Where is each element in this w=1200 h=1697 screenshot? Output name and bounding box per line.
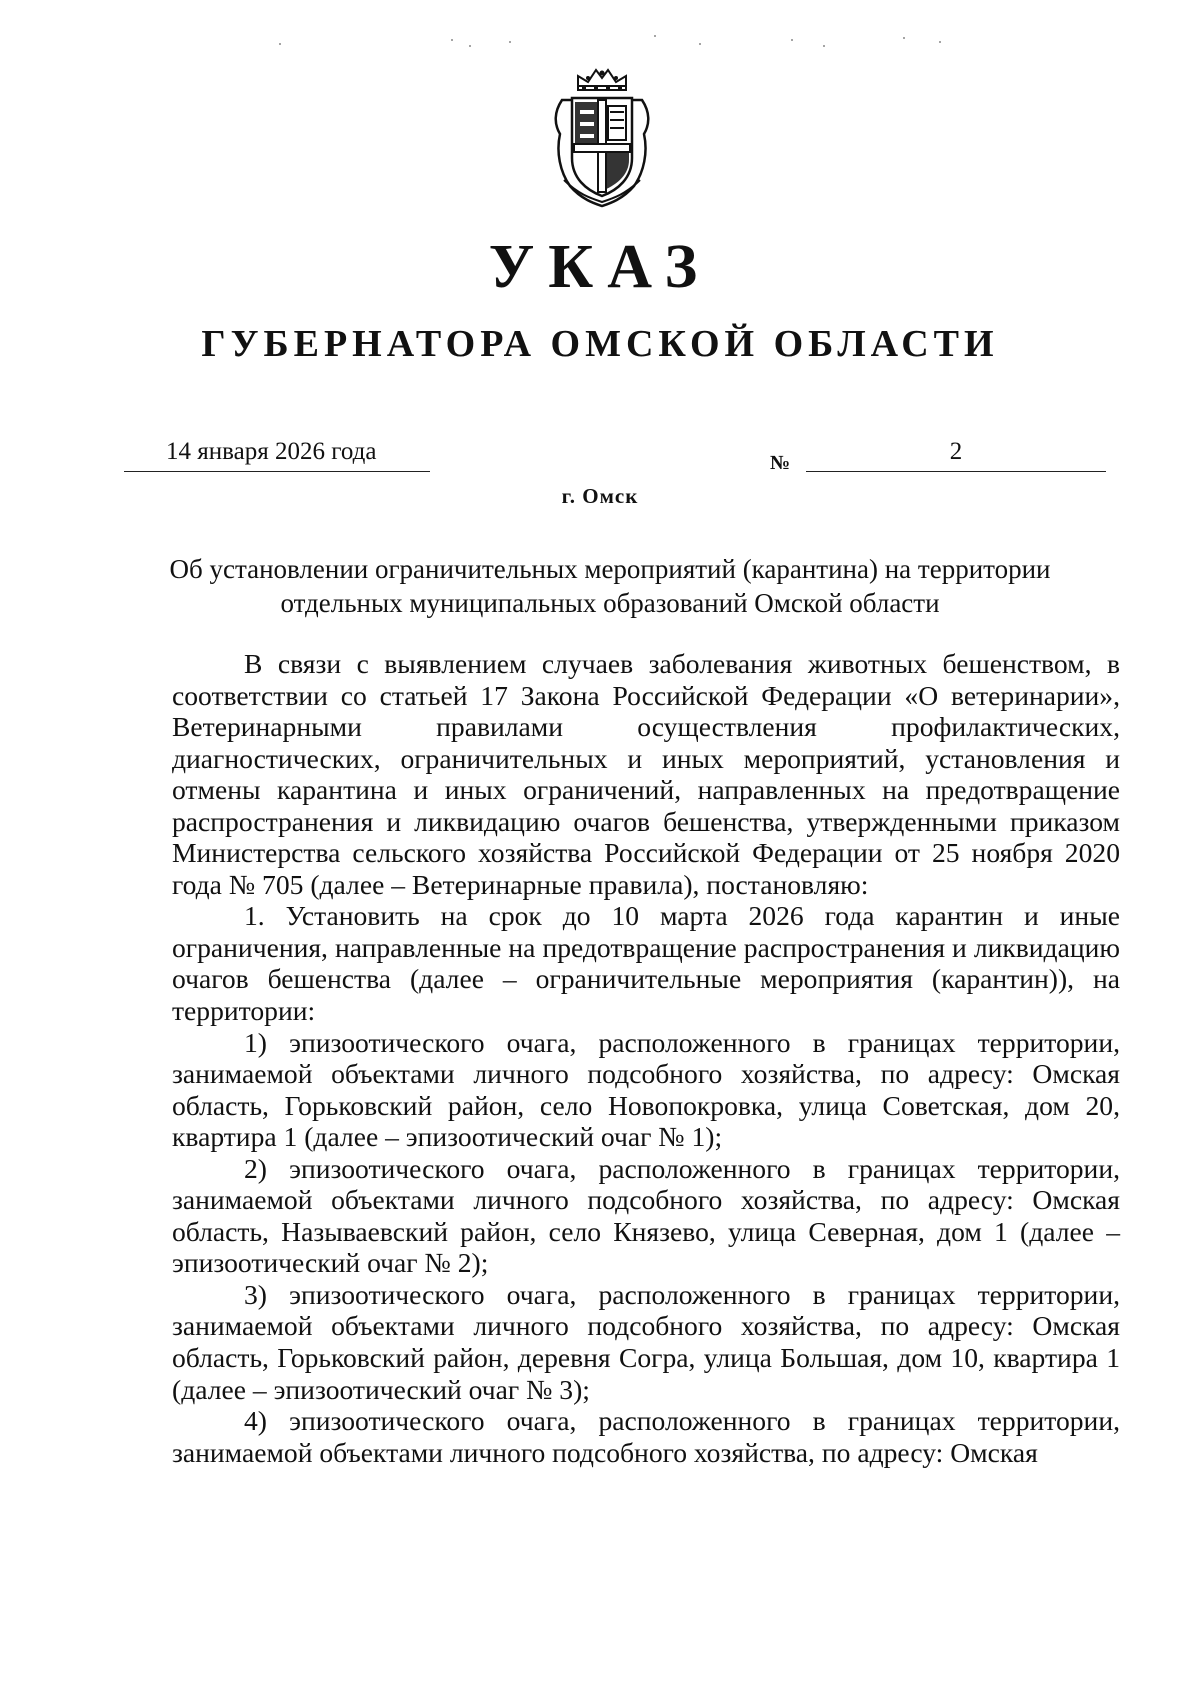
- subitem-2-paragraph: 2) эпизоотического очага, расположенного в границах территории, занимаемой объектами личного подсобного хозяйства, по адресу: Омская область, Называевский район, село Князево, улица Северная, дом 1 (далее – эпизоотический очаг № 2);: [172, 1152, 1120, 1279]
- heading-line-1: Об установлении ограничительных мероприятий (карантина) на территории: [169, 554, 1051, 584]
- item-1-paragraph: 1. Установить на срок до 10 марта 2026 года карантин и иные ограничения, направленные на предотвращение распространения и ликвидацию очагов бешенства (далее – ограничительные мероприятия (карантин)), на территории:: [172, 900, 1120, 1027]
- document-number: 2: [806, 435, 1106, 472]
- document-date: 14 января 2026 года: [166, 438, 377, 465]
- subitem-1-paragraph: 1) эпизоотического очага, расположенного в границах территории, занимаемой объектами личного подсобного хозяйства, по адресу: Омская область, Горьковский район, село Новопокровка, улица Советская, дом 20, квартира 1 (далее – эпизоотический очаг № 1);: [172, 1026, 1120, 1153]
- heading-line-2: отдельных муниципальных образований Омской области: [280, 588, 940, 618]
- document-body: [172, 648, 1120, 1468]
- subitem-3-paragraph: 3) эпизоотического очага, расположенного в границах территории, занимаемой объектами личного подсобного хозяйства, по адресу: Омская область, Горьковский район, деревня Согра, улица Большая, дом 10, квартира 1 (далее – эпизоотический очаг № 3);: [172, 1278, 1120, 1405]
- subitem-4-paragraph: 4) эпизоотического очага, расположенного в границах территории, занимаемой объектами личного подсобного хозяйства, по адресу: Омская: [172, 1405, 1120, 1468]
- document-heading: [150, 552, 1070, 620]
- document-title: УКАЗ: [488, 233, 712, 301]
- document-subtitle: ГУБЕРНАТОРА ОМСКОЙ ОБЛАСТИ: [201, 323, 999, 365]
- scan-noise: [0, 0, 1200, 60]
- preamble-paragraph: В связи с выявлением случаев заболевания животных бешенством, в соответствии со статьей 17 Закона Российской Федерации «О ветеринарии», Ветеринарными правилами осуществления профилактических, диагностических, ограничительных и иных мероприятий, установления и отмены карантина и иных ограничений, направленных на предотвращение распространения и ликвидацию очагов бешенства, утвержденными приказом Министерства сельского хозяйства Российской Федерации от 25 ноября 2020 года № 705 (далее – Ветеринарные правила), постановляю:: [172, 648, 1120, 900]
- number-label: №: [770, 452, 791, 474]
- date-field: [124, 435, 430, 472]
- document-city: г. Омск: [561, 484, 639, 508]
- omsk-coat-of-arms-icon: [548, 62, 656, 208]
